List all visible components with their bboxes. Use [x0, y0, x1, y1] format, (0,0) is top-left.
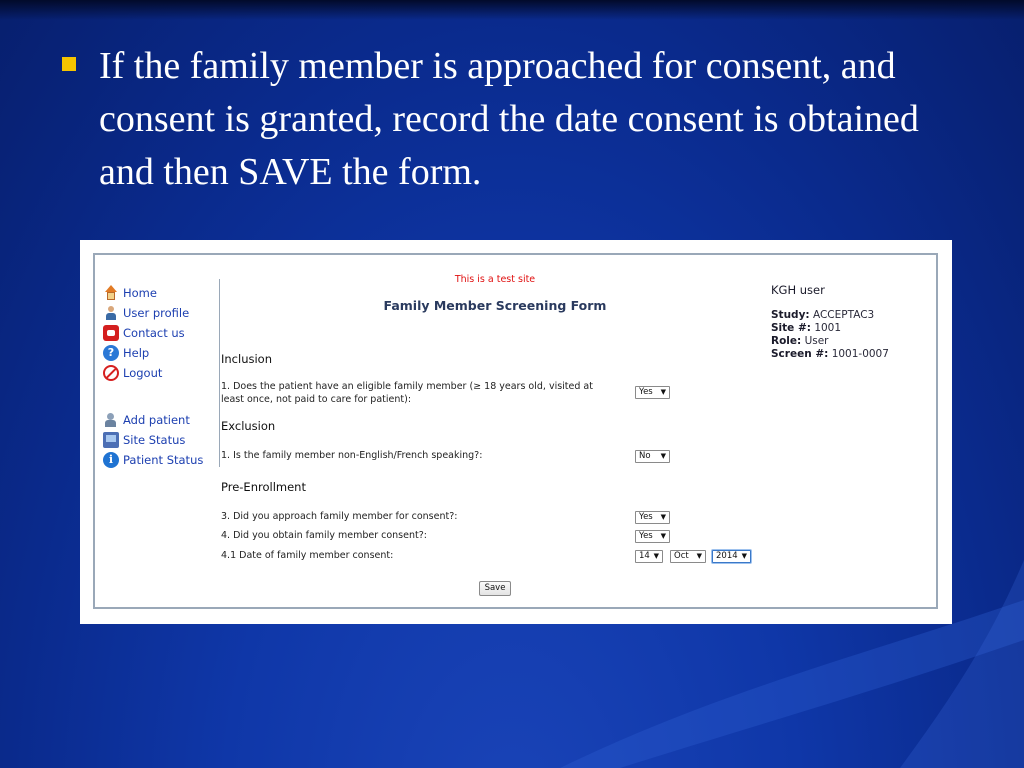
nav-item-add-patient[interactable] [103, 410, 219, 430]
question-1-label: 1. Does the patient have an eligible family member (≥ 18 years old, visited at least once, not paid to care for patient): [221, 381, 593, 405]
bullet-square-icon [62, 57, 76, 71]
consent-day-select[interactable] [635, 550, 663, 563]
question-3-select[interactable] [635, 511, 670, 524]
dropdown-arrow-icon: ▼ [660, 452, 666, 460]
question-4-select[interactable] [635, 530, 670, 543]
section-inclusion: Inclusion [221, 352, 272, 366]
screen-label: Screen #: [771, 348, 829, 360]
screen-value: 1001-0007 [831, 348, 889, 360]
section-pre-enrollment: Pre-Enrollment [221, 480, 306, 494]
select-value: No [639, 451, 651, 461]
help-icon: ? [103, 345, 119, 361]
select-value: 2014 [716, 551, 738, 561]
consent-year-select[interactable] [712, 550, 751, 563]
section-exclusion: Exclusion [221, 419, 276, 433]
nav-label: User profile [123, 306, 190, 320]
nav-item-contact-us[interactable] [103, 323, 219, 343]
select-value: Oct [674, 551, 689, 561]
nav-label: Help [123, 346, 150, 360]
test-site-notice: This is a test site [454, 274, 536, 285]
dropdown-arrow-icon: ▼ [660, 388, 666, 396]
bullet-text: If the family member is approached for consent, and consent is granted, record the date consent is obtained and then SAVE the form. [99, 45, 919, 193]
nav-item-site-status[interactable] [103, 430, 219, 450]
save-button[interactable]: Save [479, 581, 511, 596]
question-2-label: 1. Is the family member non-English/French speaking?: [221, 450, 483, 461]
nav-label: Contact us [123, 326, 185, 340]
select-value: 14 [639, 551, 650, 561]
select-value: Yes [639, 512, 653, 522]
add-patient-icon [103, 412, 119, 428]
nav-label: Add patient [123, 413, 190, 427]
nav-item-help[interactable] [103, 343, 219, 363]
contact-icon [103, 325, 119, 341]
nav-label: Home [123, 286, 157, 300]
site-value: 1001 [814, 322, 842, 334]
select-value: Yes [639, 387, 653, 397]
nav-label: Logout [123, 366, 163, 380]
select-value: Yes [639, 531, 653, 541]
logout-icon [103, 365, 119, 381]
consent-month-select[interactable] [670, 550, 706, 563]
role-value: User [804, 335, 829, 347]
screenshot-frame [80, 240, 952, 624]
info-icon: i [103, 452, 119, 468]
nav-label: Patient Status [123, 453, 204, 467]
question-2-select[interactable] [635, 450, 670, 463]
question-3-label: 3. Did you approach family member for consent?: [221, 511, 458, 522]
web-form-window [93, 253, 938, 609]
dropdown-arrow-icon: ▼ [660, 513, 666, 521]
site-status-icon [103, 432, 119, 448]
role-label: Role: [771, 335, 802, 347]
page-title: Family Member Screening Form [383, 298, 607, 313]
study-label: Study: [771, 309, 810, 321]
dropdown-arrow-icon: ▼ [696, 552, 702, 560]
user-info [771, 283, 931, 361]
dropdown-arrow-icon: ▼ [660, 532, 666, 540]
study-value: ACCEPTAC3 [812, 309, 875, 321]
question-1-select[interactable] [635, 386, 670, 399]
dropdown-arrow-icon: ▼ [653, 552, 659, 560]
question-4-label: 4. Did you obtain family member consent?: [221, 530, 427, 541]
nav-label: Site Status [123, 433, 186, 447]
nav-item-patient-status[interactable] [103, 450, 219, 470]
user-name: KGH user [771, 283, 825, 297]
dropdown-arrow-icon: ▼ [741, 552, 747, 560]
site-label: Site #: [771, 322, 811, 334]
question-4-1-label: 4.1 Date of family member consent: [221, 550, 394, 561]
nav-item-logout[interactable] [103, 363, 219, 383]
